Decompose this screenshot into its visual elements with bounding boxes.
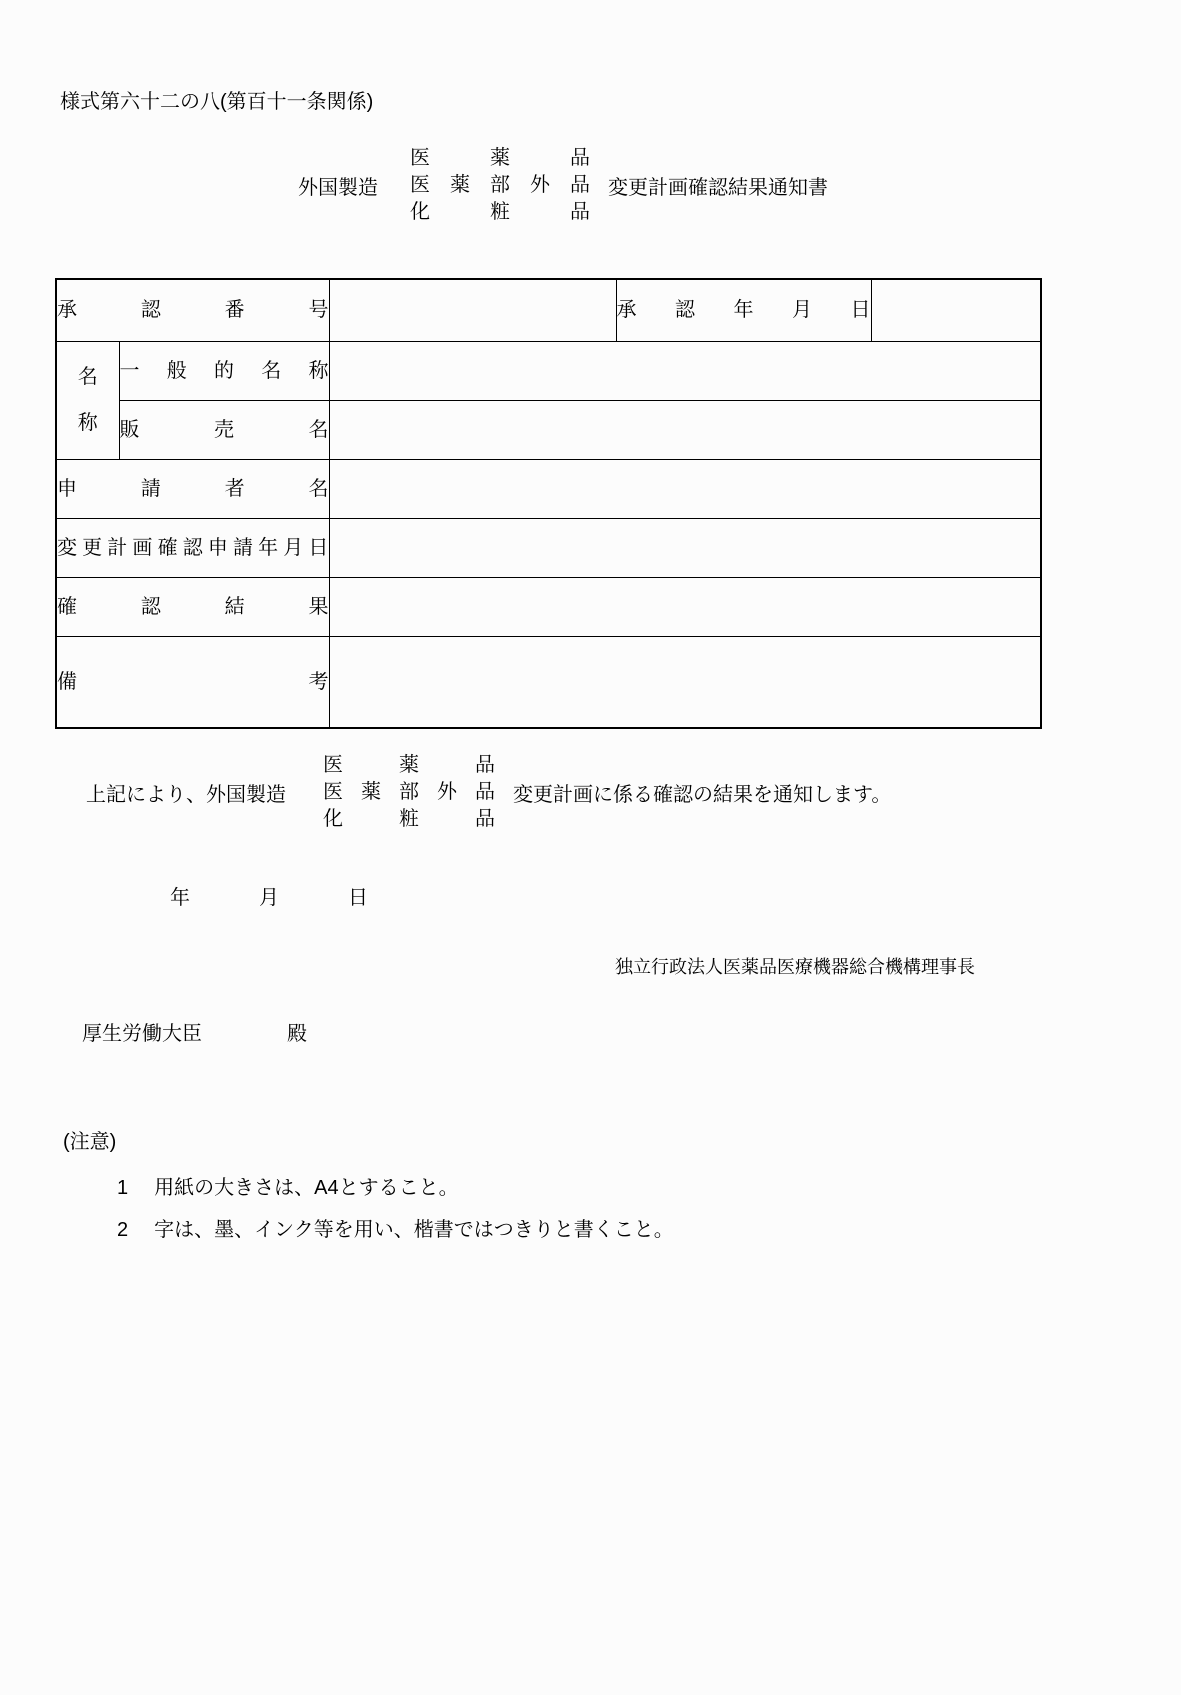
application-date-label-cell: [56, 518, 329, 577]
date-month-label: 月: [259, 887, 279, 909]
notify-prefix: 上記により、外国製造: [86, 784, 286, 806]
general-name-label: 一 般 的 名 称: [119, 359, 329, 382]
notes-heading: (注意): [63, 1131, 117, 1153]
addressee-honorific: 殿: [287, 1023, 307, 1045]
table-row: [56, 577, 1041, 636]
product-row-quasi-drug: 医 薬 部 外 品: [323, 781, 495, 803]
confirmation-result-label-cell: [56, 577, 329, 636]
notify-product-stack: [314, 752, 504, 833]
remarks-label-cell: [56, 636, 329, 728]
approval-number-label: 承 認 番 号: [57, 299, 329, 322]
note-number: 1: [117, 1177, 129, 1199]
application-date-value-cell: [329, 518, 1041, 577]
approval-date-label: 承 認 年 月 日: [616, 299, 871, 322]
approval-date-label-cell: [616, 279, 871, 341]
approval-number-label-cell: [56, 279, 329, 341]
table-row: [56, 400, 1041, 459]
table-row: [56, 279, 1041, 341]
approval-date-value-cell: [871, 279, 1041, 341]
notify-suffix: 変更計画に係る確認の結果を通知します。: [513, 784, 892, 806]
confirmation-result-label: 確 認 結 果: [57, 595, 329, 618]
addressee-line: [82, 1022, 307, 1046]
date-line: [170, 886, 368, 910]
name-label: 名 称: [77, 366, 98, 434]
confirmation-result-value-cell: [329, 577, 1041, 636]
application-date-label: 変 更 計 画 確 認 申 請 年 月 日: [57, 536, 329, 559]
product-row-quasi-drug: 医 薬 部 外 品: [410, 174, 590, 196]
date-day-label: 日: [348, 887, 368, 909]
note-item: [117, 1218, 674, 1242]
sales-name-label: 販 売 名: [119, 418, 329, 441]
note-number: 2: [117, 1219, 129, 1241]
approval-table: [55, 278, 1042, 729]
product-row-pharmaceutical: 医 薬 品: [410, 147, 590, 169]
title-prefix: 外国製造: [298, 177, 378, 199]
title-product-stack: [400, 145, 600, 226]
product-row-cosmetic: 化 粧 品: [410, 201, 590, 223]
date-year-label: 年: [170, 887, 190, 909]
product-row-cosmetic: 化 粧 品: [323, 808, 495, 830]
sales-name-label-cell: [119, 400, 329, 459]
table-row: [56, 636, 1041, 728]
remarks-value-cell: [329, 636, 1041, 728]
applicant-name-label: 申 請 者 名: [57, 477, 329, 500]
applicant-name-label-cell: [56, 459, 329, 518]
table-row: [56, 341, 1041, 400]
general-name-label-cell: [119, 341, 329, 400]
applicant-name-value-cell: [329, 459, 1041, 518]
general-name-value-cell: [329, 341, 1041, 400]
notification-sentence: [86, 752, 891, 833]
document-title: [298, 145, 828, 226]
addressee-name: 厚生労働大臣: [82, 1023, 202, 1045]
product-row-pharmaceutical: 医 薬 品: [323, 754, 495, 776]
notes-section: [63, 1130, 674, 1242]
approval-number-value-cell: [329, 279, 616, 341]
table-row: [56, 518, 1041, 577]
remarks-label: 備 考: [57, 670, 329, 693]
table-row: [56, 459, 1041, 518]
issuer-title: 独立行政法人医薬品医療機器総合機構理事長: [615, 957, 975, 977]
note-item: [117, 1176, 674, 1200]
name-label-cell: [56, 341, 119, 459]
note-text: 用紙の大きさは、A4とすること。: [154, 1177, 459, 1199]
note-text: 字は、墨、インク等を用い、楷書ではつきりと書くこと。: [154, 1219, 674, 1241]
sales-name-value-cell: [329, 400, 1041, 459]
form-number: 様式第六十二の八(第百十一条関係): [60, 91, 374, 113]
title-suffix: 変更計画確認結果通知書: [608, 177, 828, 199]
